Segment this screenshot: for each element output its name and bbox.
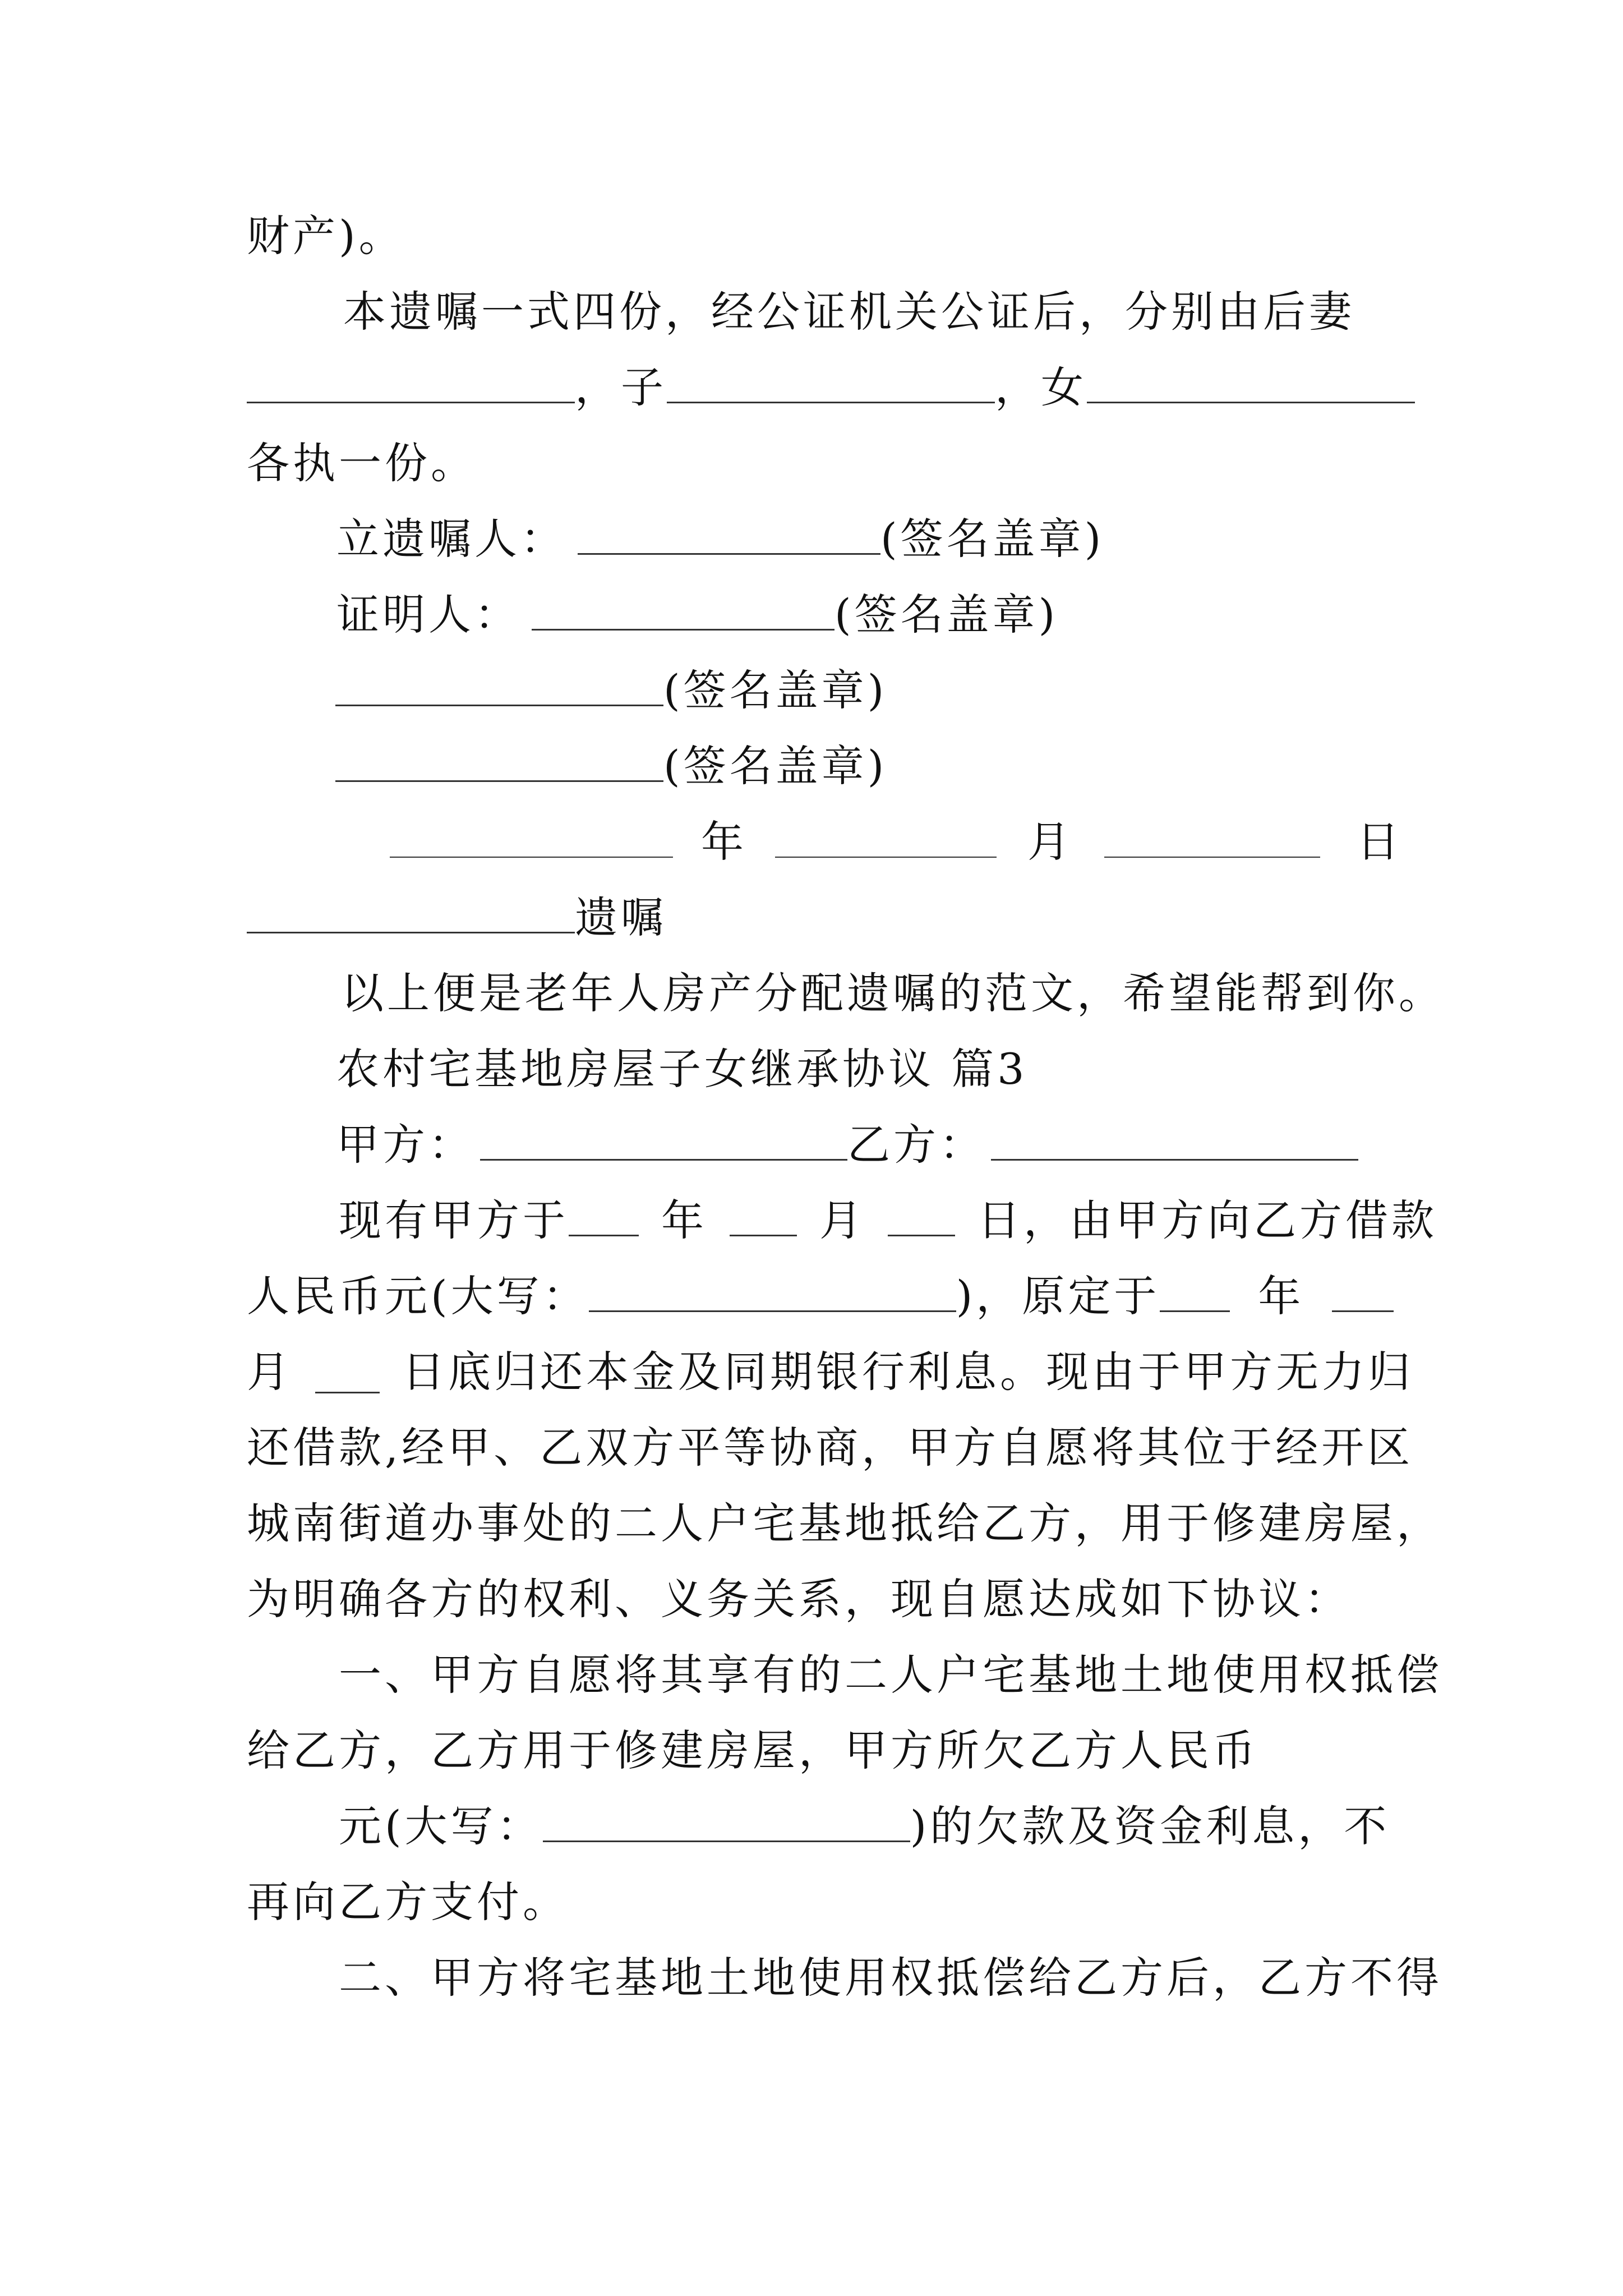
parties-line bbox=[336, 1120, 1358, 1170]
text-line bbox=[247, 1271, 1394, 1321]
text-line bbox=[339, 1195, 1437, 1245]
name-blank bbox=[247, 927, 575, 933]
witness-blank bbox=[532, 624, 834, 631]
witness-signature-line bbox=[335, 741, 888, 791]
line-text: 月 bbox=[819, 1195, 865, 1245]
line-text: 本遗嘱一式四份，经公证机关公证后，分别由后妻 bbox=[343, 287, 1355, 337]
line-text: 二、甲方将宅基地土地使用权抵偿给乙方后，乙方不得 bbox=[339, 1953, 1442, 2003]
line-text: 以上便是老年人房产分配遗嘱的范文，希望能帮到你。 bbox=[341, 968, 1445, 1018]
son-blank bbox=[667, 397, 995, 403]
heirs-line bbox=[247, 362, 1415, 412]
line-text: 立遗嘱人： bbox=[336, 514, 566, 564]
text-line bbox=[247, 1498, 1442, 1548]
line-text: 再向乙方支付。 bbox=[247, 1877, 569, 1927]
day-blank bbox=[1104, 852, 1320, 858]
will-title-line bbox=[247, 892, 667, 942]
party-a-blank bbox=[480, 1154, 847, 1161]
line-text: (签名盖章) bbox=[663, 741, 888, 791]
line-text: )，原定于 bbox=[956, 1271, 1160, 1321]
text-line bbox=[247, 1726, 1258, 1775]
year-blank bbox=[390, 852, 673, 858]
section-heading bbox=[336, 1044, 1028, 1094]
line-text: 乙方： bbox=[847, 1120, 985, 1170]
line-text: 月 bbox=[1027, 817, 1073, 867]
testator-signature-line bbox=[336, 514, 1105, 564]
witness-blank bbox=[335, 776, 663, 782]
line-text: (签名盖章) bbox=[880, 514, 1105, 564]
text-line bbox=[339, 1953, 1442, 2003]
text-line bbox=[247, 1877, 569, 1927]
line-text: 各执一份。 bbox=[247, 438, 477, 488]
text-line bbox=[247, 1574, 1350, 1624]
line-text: 年 bbox=[701, 817, 747, 867]
witness-blank bbox=[335, 700, 663, 706]
month-blank bbox=[775, 852, 997, 858]
text-line bbox=[247, 438, 477, 488]
line-text: 现有甲方于 bbox=[339, 1195, 569, 1245]
line-text: 农村宅基地房屋子女继承协议 篇3 bbox=[336, 1044, 1028, 1094]
testator-blank bbox=[578, 549, 880, 555]
line-text: 城南街道办事处的二人户宅基地抵给乙方，用于修建房屋， bbox=[247, 1498, 1442, 1548]
line-text: (签名盖章) bbox=[834, 590, 1059, 639]
year-blank bbox=[569, 1230, 639, 1236]
line-text: 一、甲方自愿将其享有的二人户宅基地土地使用权抵偿 bbox=[339, 1650, 1442, 1700]
text-line bbox=[341, 968, 1445, 1018]
year-blank bbox=[1160, 1306, 1230, 1312]
line-text: 甲方： bbox=[336, 1120, 474, 1170]
line-text: )的欠款及资金利息，不 bbox=[910, 1801, 1390, 1851]
witness-signature-line bbox=[335, 665, 888, 715]
line-text: 日 bbox=[1357, 817, 1403, 867]
text-line bbox=[339, 1801, 1390, 1851]
line-text: (签名盖章) bbox=[663, 665, 888, 715]
line-text: 年 bbox=[661, 1195, 707, 1245]
text-line bbox=[247, 211, 405, 261]
month-blank bbox=[730, 1230, 797, 1236]
line-text: 日底归还本金及同期银行利息。现由于甲方无力归 bbox=[402, 1347, 1414, 1397]
line-text: ，女 bbox=[995, 362, 1087, 412]
line-text: 元(大写： bbox=[339, 1801, 543, 1851]
amount-blank bbox=[589, 1306, 956, 1312]
line-text: 遗嘱 bbox=[575, 892, 667, 942]
date-line bbox=[390, 817, 1403, 867]
line-text: ，子 bbox=[575, 362, 667, 412]
daughter-blank bbox=[1087, 397, 1415, 403]
amount-blank bbox=[543, 1836, 910, 1842]
day-blank bbox=[315, 1387, 380, 1393]
line-text: 日，由甲方向乙方借款 bbox=[978, 1195, 1437, 1245]
line-text: 证明人： bbox=[336, 590, 520, 639]
line-text: 还借款,经甲、乙双方平等协商，甲方自愿将其位于经开区 bbox=[247, 1423, 1414, 1473]
line-text: 财产)。 bbox=[247, 211, 405, 261]
day-blank bbox=[888, 1230, 955, 1236]
witness-signature-line bbox=[336, 590, 1059, 639]
line-text: 给乙方，乙方用于修建房屋，甲方所欠乙方人民币 bbox=[247, 1726, 1258, 1775]
wife-blank bbox=[247, 397, 575, 403]
text-line bbox=[343, 287, 1355, 337]
party-b-blank bbox=[991, 1154, 1358, 1161]
text-line bbox=[247, 1347, 1414, 1397]
month-blank bbox=[1332, 1306, 1394, 1312]
line-text: 为明确各方的权利、义务关系，现自愿达成如下协议： bbox=[247, 1574, 1350, 1624]
line-text: 年 bbox=[1258, 1271, 1304, 1321]
line-text: 月 bbox=[247, 1347, 293, 1397]
text-line bbox=[339, 1650, 1442, 1700]
line-text: 人民币元(大写： bbox=[247, 1271, 589, 1321]
text-line bbox=[247, 1423, 1414, 1473]
